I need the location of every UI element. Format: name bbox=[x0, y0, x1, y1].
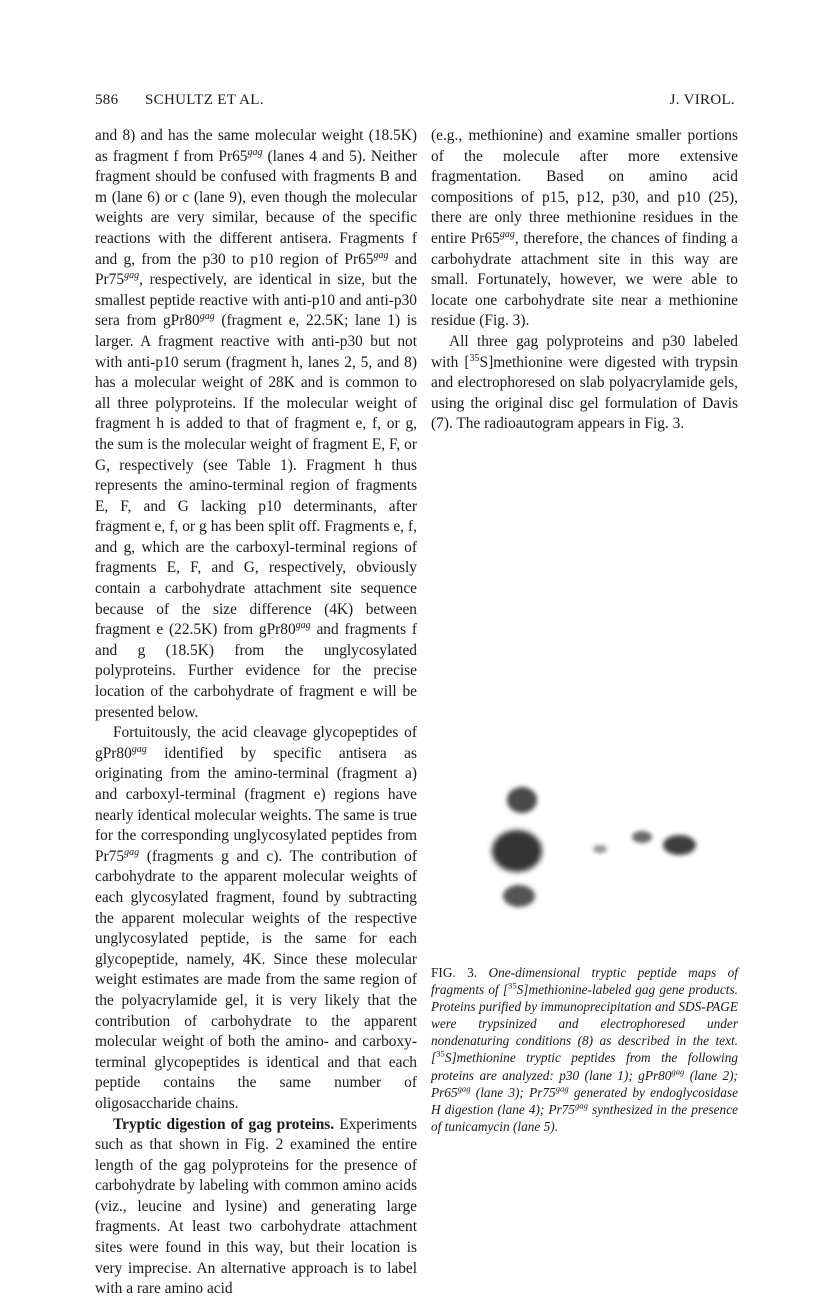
running-header bbox=[95, 92, 735, 114]
paragraph-radioautogram: All three gag polyproteins and p30 labeled with [$^{35}$S]methionine were digested with trypsin and electrophoresed on slab polyacrylamide gels, using the original disc gel formulation of Davis (7). The radioautogram appears in Fig. 3. bbox=[431, 332, 738, 433]
running-authors: SCHULTZ ET AL. bbox=[145, 92, 264, 108]
peptide-spot bbox=[593, 845, 607, 853]
right-column bbox=[431, 126, 738, 435]
peptide-spot bbox=[492, 830, 542, 872]
section-heading: Tryptic digestion of gag proteins. bbox=[113, 1115, 335, 1133]
left-column bbox=[95, 126, 417, 1300]
figure-label: FIG. 3. bbox=[431, 965, 478, 980]
peptide-map-figure bbox=[485, 775, 710, 925]
peptide-spot bbox=[503, 885, 535, 907]
figure-caption: FIG. 3. One-dimensional tryptic peptide maps of fragments of [$^{35}$S]methionine-labeled gag gene products. Proteins purified by immunoprecipitation and SDS-PAGE were trypsinized and electrophoresed under nondenaturing conditions (8) as described in the text. [$^{35}$S]methionine tryptic peptides from the following proteins are analyzed: p30 (lane 1); $gPr80^{gag}$ (lane 2); $Pr65^{gag}$ (lane 3); $Pr75^{gag}$ generated by endoglycosidase H digestion (lane 4); $Pr75^{gag}$ synthesized in the presence of tunicamycin (lane 5). bbox=[431, 965, 738, 1134]
paragraph-tryptic-digestion: Tryptic digestion of gag proteins. Experiments such as that shown in Fig. 2 examined the entire length of the gag polyproteins for the presence of carbohydrate by labeling with common amino acids (viz., leucine and lysine) and generating large fragments. At least two carbohydrate attachment sites were found in this way, but their location is very imprecise. An alternative approach is to label with a rare amino acid bbox=[95, 1115, 417, 1298]
paragraph-fragments: and 8) and has the same molecular weight (18.5K) as fragment f from $Pr65^{gag}$ (lanes 4 and 5). Neither fragment should be confused with fragments B and m (lane 6) or c (lane 9), even though the molecular weights are very similar, because of the specific reactions with the different antisera. Fragments f and g, from the p30 to p10 region of $Pr65^{gag}$ and $Pr75^{gag}$, respectively, are identical in size, but the smallest peptide reactive with anti-p10 and anti-p30 sera from $gPr80^{gag}$ (fragment e, 22.5K; lane 1) is larger. A fragment reactive with anti-p30 but not with anti-p10 serum (fragment h, lanes 2, 5, and 8) has a molecular weight of 28K and is common to all three polyproteins. If the molecular weight of fragment h is added to that of fragment e, f, or g, the sum is the molecular weight of fragment E, F, or G, respectively (see Table 1). Fragment h thus represents the amino-terminal region of fragments E, F, and G lacking p10 determinants, after fragment e, f, or g has been split off. Fragments e, f, and g, which are the carboxyl-terminal regions of fragments E, F, and G, respectively, obviously contain a carbohydrate attachment site sequence because of the size difference (4K) between fragment e (22.5K) from $gPr80^{gag}$ and fragments f and g (18.5K) from the unglycosylated polyproteins. Further evidence for the precise location of the carbohydrate of fragment e will be presented below. bbox=[95, 127, 417, 721]
peptide-spot bbox=[663, 835, 696, 855]
paragraph-methionine: (e.g., methionine) and examine smaller portions of the molecule after more extensive fragmentation. Based on amino acid compositions of p15, p12, p30, and p10 (25), there are only three methionine residues in the entire $Pr65^{gag}$, therefore, the chances of finding a carbohydrate attachment site in this way are small. Fortunately, however, we were able to locate one carbohydrate site near a methionine residue (Fig. 3). bbox=[431, 127, 739, 330]
peptide-spot bbox=[507, 787, 537, 813]
journal-name: J. VIROL. bbox=[669, 92, 735, 108]
peptide-spot bbox=[632, 831, 652, 843]
paragraph-glycopeptides: Fortuitously, the acid cleavage glycopeptides of $gPr80^{gag}$ identified by specific antisera as originating from the amino-terminal (fragment a) and carboxyl-terminal (fragment e) regions have nearly identical molecular weights. The same is true for the corresponding unglycosylated peptides from $Pr75^{gag}$ (fragments g and c). The contribution of carbohydrate to the apparent molecular weights of each glycosylated fragment, found by subtracting the apparent molecular weights of the respective unglycosylated peptide, is the same for each glycopeptide, namely, 4K. Since these molecular weight estimates are made from the same region of the polyacrylamide gel, it is very likely that the contribution of carbohydrate to the apparent molecular weight of both the amino- and carboxy-terminal glycopeptides is identical and that each peptide contains the same number of oligosaccharide chains. bbox=[95, 724, 417, 1112]
page-number: 586 bbox=[95, 92, 119, 108]
